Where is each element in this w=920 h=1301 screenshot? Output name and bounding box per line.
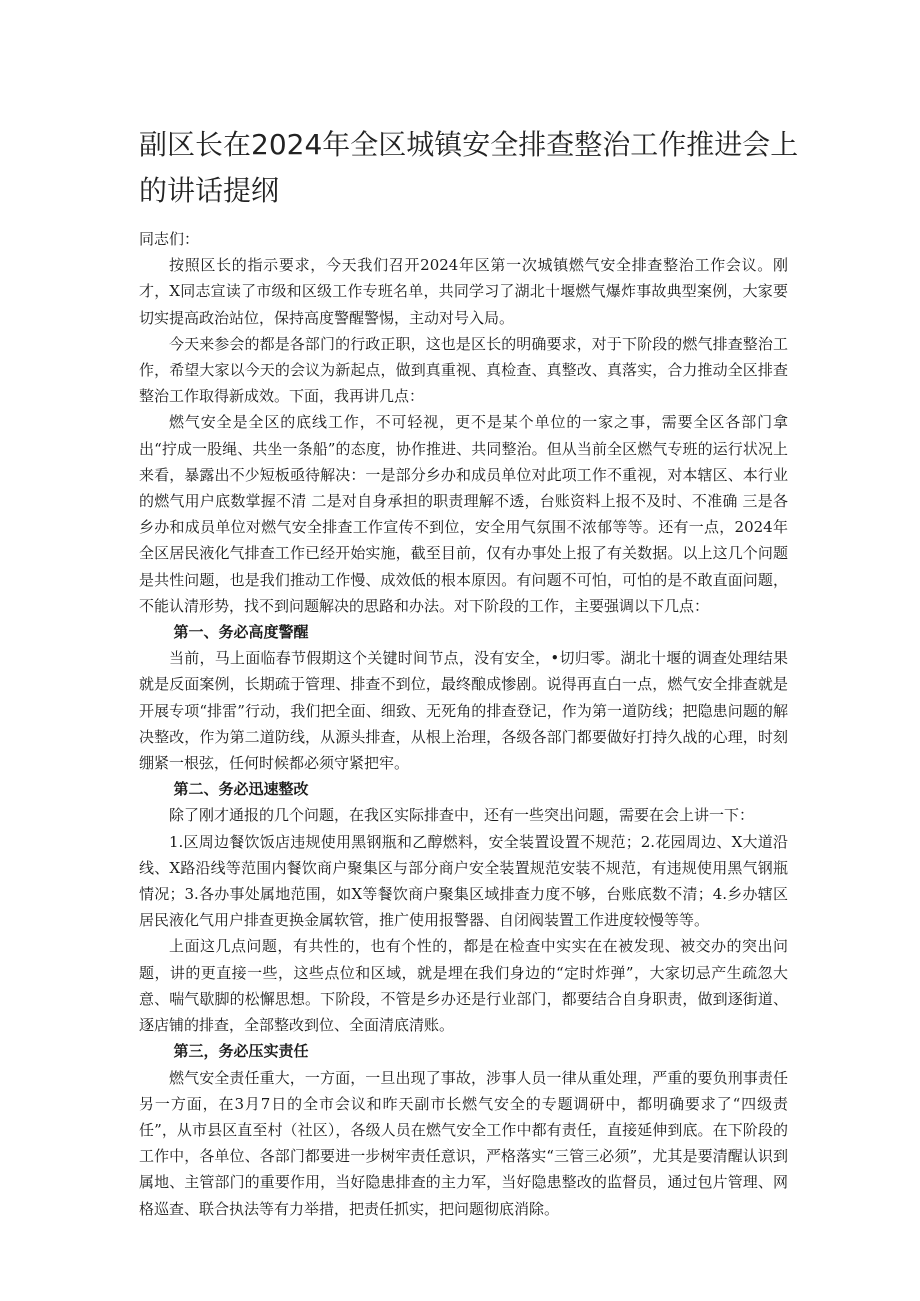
document-title: 副区长在2024年全区城镇安全排查整治工作推进会上的讲话提纲 <box>139 128 799 207</box>
paragraph: 燃气安全责任重大，一方面，一旦出现了事故，涉事人员一律从重处理，严重的要负刑事责任 另一方面，在3月7日的全市会议和昨天副市长燃气安全的专题调研中，都明确要求了“四级责任”，从市县区直至村（社区），各级人员在燃气安全工作中都有责任，直接延伸到底。在下阶段的工作中，各单位、各部门都要进一步树牢责任意识，严格落实“三管三必须”，尤其是要清醒认识到属地、主管部门的重要作用，当好隐患排查的主力军，当好隐患整改的监督员，通过包片管理、网格巡查、联合执法等有力举措，把责任抓实，把问题彻底消除。 <box>139 1068 788 1218</box>
section-heading: 第三，务必压实责任 <box>173 1042 309 1061</box>
salutation: 同志们： <box>139 230 200 248</box>
section-heading: 第一、务必高度警醒 <box>173 623 309 642</box>
section-heading: 第二、务必迅速整改 <box>173 780 309 799</box>
document-body <box>139 226 788 1222</box>
paragraph: 当前，马上面临春节假期这个关键时间节点，没有安全，•切归零。湖北十堰的调查处理结果就是反面案例，长期疏于管理、排查不到位，最终酿成惨剧。说得再直白一点，燃气安全排查就是开展专项“排雷”行动，我们把全面、细致、无死角的排查登记，作为第一道防线；把隐患问题的解决整改，作为第二道防线，从源头排查，从根上治理，各级各部门都要做好打持久战的心理，时刻绷紧一根弦，任何时候都必须守紧把牢。 <box>139 649 788 773</box>
paragraph: 除了刚才通报的几个问题，在我区实际排查中，还有一些突出问题，需要在会上讲一下： <box>169 806 755 825</box>
paragraph: 按照区长的指示要求，今天我们召开2024年区第一次城镇燃气安全排查整治工作会议。刚才，X同志宣读了市级和区级工作专班名单，共同学习了湖北十堰燃气爆炸事故典型案例，大家要切实提高政治站位，保持高度警醒警惕，主动对号入局。 <box>139 256 788 327</box>
paragraph: 1.区周边餐饮饭店违规使用黑钢瓶和乙醇燃料，安全装置设置不规范；2.花园周边、X大道沿线、X路沿线等范围内餐饮商户聚集区与部分商户安全装置规范安装不规范，有违规使用黑气钢瓶情况；3.各办事处属地范围，如X等餐饮商户聚集区域排查力度不够，台账底数不清；4.乡办辖区居民液化气用户排查更换金属软管，推广使用报警器、自闭阀装置工作进度较慢等等。 <box>139 832 788 930</box>
paragraph: 今天来参会的都是各部门的行政正职，这也是区长的明确要求，对于下阶段的燃气排查整治工作，希望大家以今天的会议为新起点，做到真重视、真检查、真整改、真落实，合力推动全区排查整治工作取得新成效。下面，我再讲几点： <box>139 334 788 406</box>
paragraph: 燃气安全是全区的底线工作，不可轻视，更不是某个单位的一家之事，需要全区各部门拿出“拧成一股绳、共坐一条船”的态度，协作推进、共同整治。但从当前全区燃气专班的运行状况上来看，暴露出不少短板亟待解决：一是部分乡办和成员单位对此项工作不重视，对本辖区、本行业的燃气用户底数掌握不清 二是对自身承担的职责理解不透，台账资料上报不及时、不准确 三是各乡办和成员单位对燃气安全排查工作宣传不到位，安全用气氛围不浓郁等等。还有一点，2024年全区居民液化气排查工作已经开始实施，截至目前，仅有办事处上报了有关数据。以上这几个问题是共性问题，也是我们推动工作慢、成效低的根本原因。有问题不可怕，可怕的是不敢直面问题，不能认清形势，找不到问题解决的思路和办法。对下阶段的工作，主要强调以下几点： <box>139 413 788 615</box>
paragraph: 上面这几点问题，有共性的，也有个性的，都是在检查中实实在在被发现、被交办的突出问题，讲的更直接一些，这些点位和区域，就是埋在我们身边的“定时炸弹”，大家切忌产生疏忽大意、喘气歇脚的松懈思想。下阶段，不管是乡办还是行业部门，都要结合自身职责，做到逐街道、逐店铺的排查，全部整改到位、全面清底清账。 <box>139 937 788 1035</box>
